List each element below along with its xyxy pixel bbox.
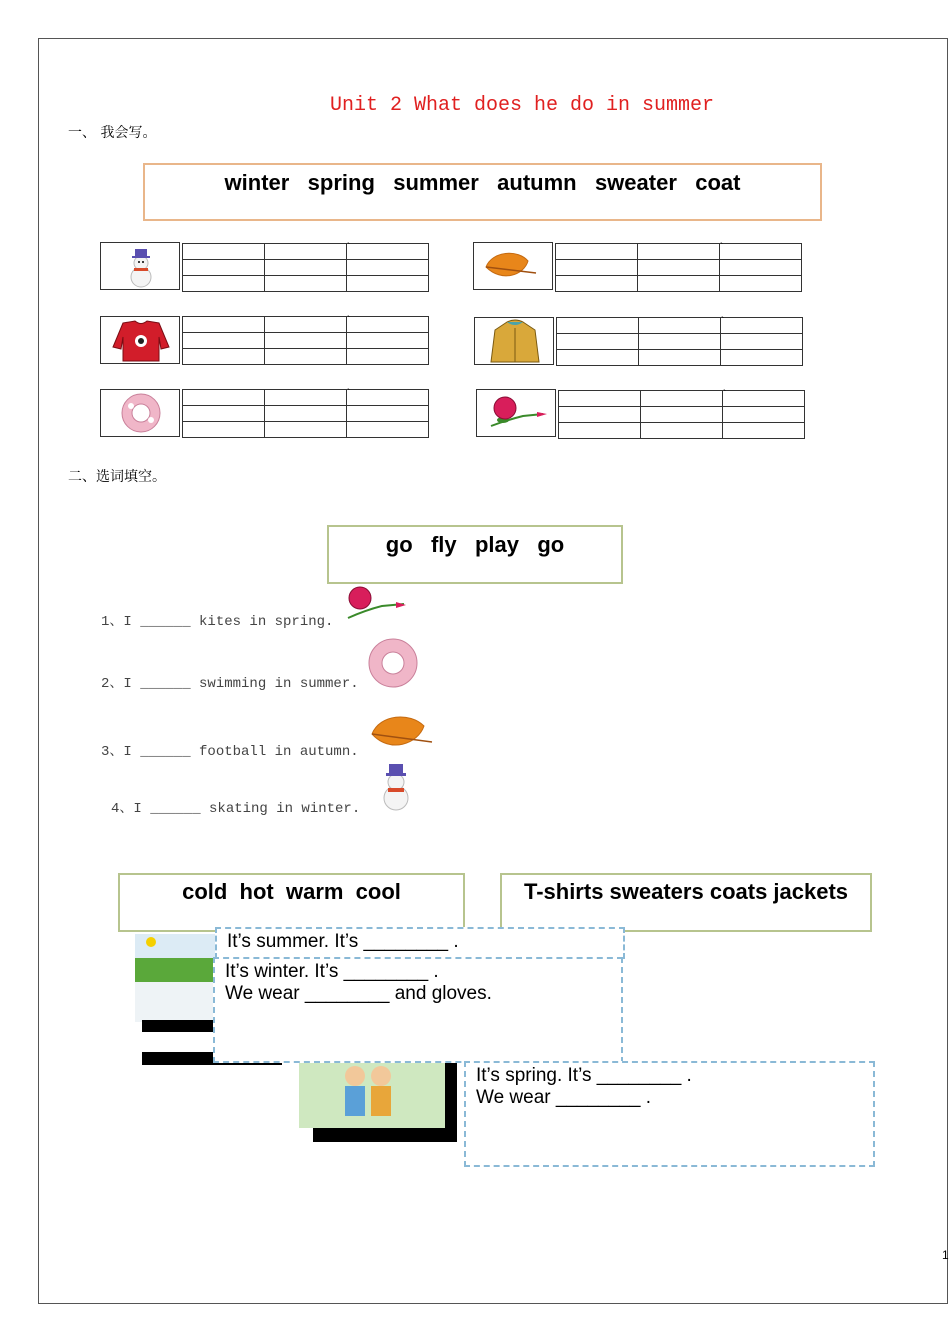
swim-ring-icon <box>101 390 179 436</box>
kids-icon <box>299 1062 445 1128</box>
rose-icon <box>342 584 408 626</box>
sentence-3: 3、I ______ football in autumn. <box>101 744 359 760</box>
winter-sentence-2: We wear ________ and gloves. <box>225 983 492 1004</box>
swim-ring-icon <box>366 636 420 690</box>
snowman-icon <box>368 760 424 812</box>
rose-icon <box>477 390 555 436</box>
spring-textbox[interactable] <box>464 1061 875 1167</box>
word-bank-3-text: cold hot warm cool <box>182 879 401 904</box>
section-2-heading: 二、选词填空。 <box>68 469 166 485</box>
word-bank-2-text: go fly play go <box>385 532 565 557</box>
sentence-4: 4、I ______ skating in winter. <box>111 801 361 817</box>
page-title: Unit 2 What does he do in summer <box>330 94 715 117</box>
jacket-icon <box>475 318 553 364</box>
swim-ring-picture <box>100 389 180 437</box>
word-bank-2 <box>327 525 623 584</box>
spring-sentence-1: It’s spring. It’s ________ . <box>476 1065 692 1086</box>
jacket-picture <box>474 317 554 365</box>
snowman-icon <box>101 243 179 289</box>
image-shadow <box>445 1062 457 1132</box>
writing-grid-3: ` <box>182 316 429 365</box>
sweater-picture <box>100 316 180 364</box>
summer-scene-picture <box>135 934 215 1022</box>
writing-grid-4: ` <box>556 317 803 366</box>
spring-sentence-2: We wear ________ . <box>476 1087 651 1108</box>
word-bank-1 <box>143 163 822 221</box>
writing-grid-5: ` <box>182 389 429 438</box>
winter-textbox[interactable] <box>213 957 623 1063</box>
word-bank-3 <box>118 873 465 932</box>
word-bank-4 <box>500 873 872 932</box>
winter-sentence-1: It’s winter. It’s ________ . <box>225 961 439 982</box>
leaf-icon <box>474 243 552 289</box>
word-bank-4-text: T-shirts sweaters coats jackets <box>523 879 849 904</box>
sweater-icon <box>101 317 179 363</box>
image-shadow <box>142 1020 214 1032</box>
summer-textbox[interactable] <box>215 927 625 959</box>
leaf-icon <box>366 708 434 758</box>
spring-kids-picture <box>299 1062 445 1128</box>
summer-sentence: It’s summer. It’s ________ . <box>227 931 459 952</box>
sentence-1: 1、I ______ kites in spring. <box>101 614 334 630</box>
writing-grid-1: ` <box>182 243 429 292</box>
snowman-picture <box>100 242 180 290</box>
sentence-2: 2、I ______ swimming in summer. <box>101 676 359 692</box>
leaf-picture <box>473 242 553 290</box>
section-1-heading: 一、 我会写。 <box>68 125 157 141</box>
field-icon <box>135 934 215 1022</box>
word-bank-1-text: winter spring summer autumn sweater coat <box>224 170 741 195</box>
writing-grid-6: ` <box>558 390 805 439</box>
page-number: 1 <box>942 1248 949 1262</box>
rose-picture <box>476 389 556 437</box>
image-shadow <box>313 1128 457 1142</box>
writing-grid-2: ` <box>555 243 802 292</box>
